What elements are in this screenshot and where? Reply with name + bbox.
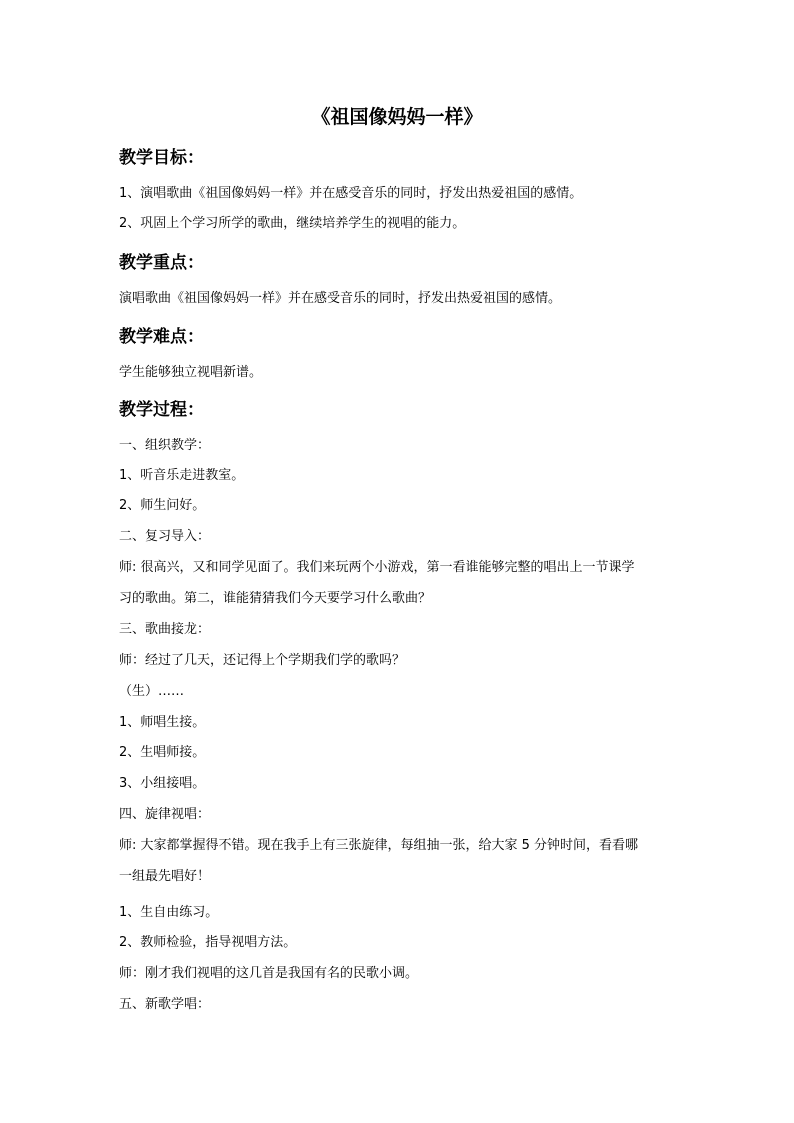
section-heading-difficulties: 教学难点： [119,327,204,347]
goal-item: 2、巩固上个学习所学的歌曲，继续培养学生的视唱的能力。 [119,216,466,231]
process-line: 师：刚才我们视唱的这几首是我国有名的民歌小调。 [119,966,419,981]
process-line: 习的歌曲。第二，谁能猜猜我们今天要学习什么歌曲？ [119,591,432,606]
process-line: 一组最先唱好！ [119,869,211,884]
section-heading-process: 教学过程： [119,400,204,420]
process-line: 师: 很高兴，又和同学见面了。我们来玩两个小游戏，第一看谁能够完整的唱出上一节课学 [119,560,635,575]
section-heading-goals: 教学目标： [119,148,204,168]
process-line: 2、教师检验，指导视唱方法。 [119,935,297,950]
process-line: 1、听音乐走进教室。 [119,468,245,483]
document-title: 《祖国像妈妈一样》 [311,106,483,128]
process-line: 2、生唱师接。 [119,745,206,760]
difficulty-item: 学生能够独立视唱新谱。 [119,365,263,380]
process-line: 二、复习导入： [119,529,211,544]
goal-item: 1、演唱歌曲《祖国像妈妈一样》并在感受音乐的同时，抒发出热爱祖国的感情。 [119,186,583,201]
process-line: 五、新歌学唱： [119,997,211,1012]
section-heading-key-points: 教学重点： [119,253,204,273]
process-line: 师: 大家都掌握得不错。现在我手上有三张旋律，每组抽一张，给大家 5 分钟时间，看看哪 [119,838,639,853]
key-point-item: 演唱歌曲《祖国像妈妈一样》并在感受音乐的同时，抒发出热爱祖国的感情。 [119,291,562,306]
process-line: 1、生自由练习。 [119,905,219,920]
process-line: 三、歌曲接龙： [119,622,211,637]
process-line: （生）…… [119,684,185,699]
process-line: 1、师唱生接。 [119,715,206,730]
process-line: 2、师生问好。 [119,498,206,513]
process-line: 3、小组接唱。 [119,776,206,791]
process-line: 一、组织教学： [119,438,211,453]
process-line: 四、旋律视唱： [119,807,211,822]
process-line: 师：经过了几天，还记得上个学期我们学的歌吗？ [119,653,406,668]
